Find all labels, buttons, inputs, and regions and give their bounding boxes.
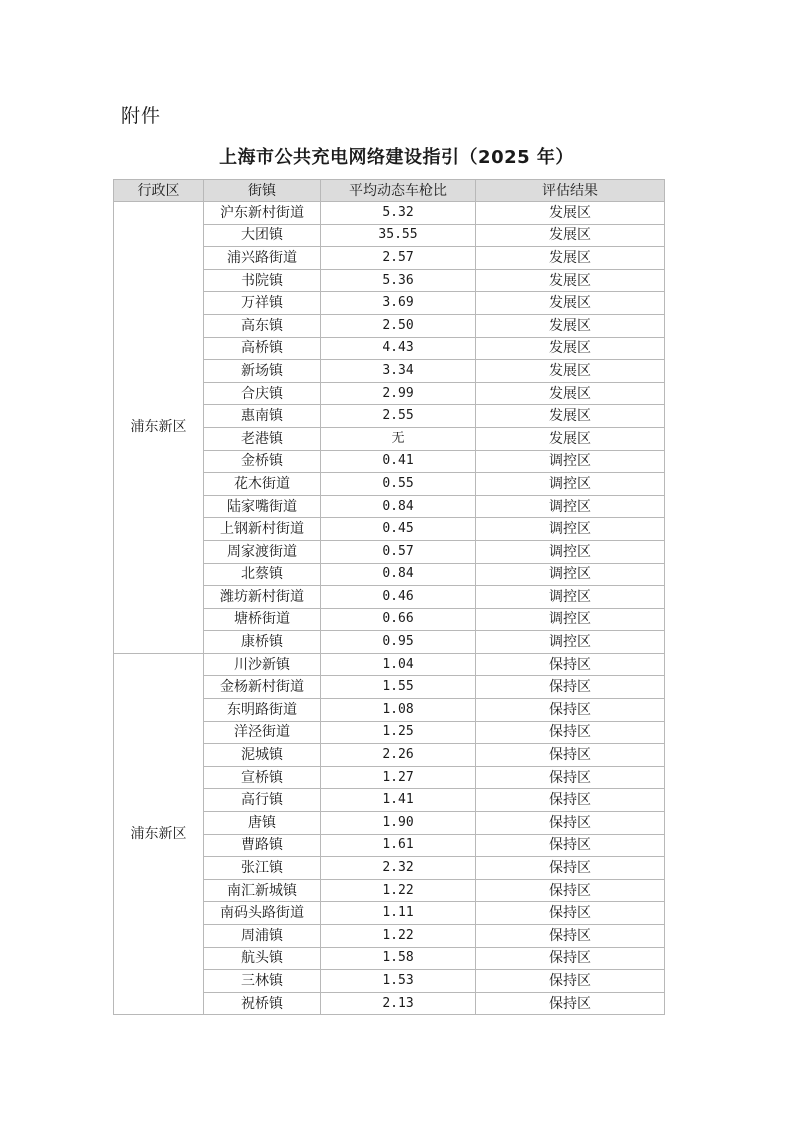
town-cell: 南汇新城镇 [204,879,321,902]
result-cell: 发展区 [476,314,665,337]
result-cell: 保持区 [476,834,665,857]
result-cell: 发展区 [476,292,665,315]
town-cell: 金杨新村街道 [204,676,321,699]
result-cell: 调控区 [476,473,665,496]
table-row [114,653,665,676]
ratio-cell: 5.32 [321,202,476,225]
town-cell: 陆家嘴街道 [204,495,321,518]
town-cell: 周浦镇 [204,925,321,948]
ratio-cell: 0.45 [321,518,476,541]
ratio-cell: 1.25 [321,721,476,744]
header-result: 评估结果 [476,180,665,202]
result-cell: 调控区 [476,586,665,609]
ratio-cell: 3.34 [321,360,476,383]
result-cell: 保持区 [476,676,665,699]
ratio-cell: 1.53 [321,970,476,993]
ratio-cell: 1.27 [321,766,476,789]
result-cell: 保持区 [476,699,665,722]
result-cell: 发展区 [476,202,665,225]
ratio-cell: 0.66 [321,608,476,631]
header-ratio: 平均动态车枪比 [321,180,476,202]
ratio-cell: 2.55 [321,405,476,428]
ratio-cell: 5.36 [321,269,476,292]
result-cell: 发展区 [476,224,665,247]
town-cell: 上钢新村街道 [204,518,321,541]
town-cell: 书院镇 [204,269,321,292]
town-cell: 北蔡镇 [204,563,321,586]
result-cell: 发展区 [476,382,665,405]
ratio-cell: 3.69 [321,292,476,315]
town-cell: 高行镇 [204,789,321,812]
result-cell: 保持区 [476,653,665,676]
result-cell: 保持区 [476,947,665,970]
header-town: 街镇 [204,180,321,202]
town-cell: 沪东新村街道 [204,202,321,225]
town-cell: 洋泾街道 [204,721,321,744]
ratio-cell: 1.22 [321,925,476,948]
town-cell: 老港镇 [204,427,321,450]
town-cell: 高桥镇 [204,337,321,360]
town-cell: 大团镇 [204,224,321,247]
result-cell: 发展区 [476,337,665,360]
ratio-cell: 1.04 [321,653,476,676]
town-cell: 航头镇 [204,947,321,970]
town-cell: 塘桥街道 [204,608,321,631]
table-header-row [114,180,665,202]
result-cell: 发展区 [476,269,665,292]
result-cell: 保持区 [476,992,665,1015]
ratio-cell: 0.57 [321,540,476,563]
attachment-label: 附件 [121,105,162,127]
ratio-cell: 0.84 [321,563,476,586]
ratio-cell: 1.90 [321,812,476,835]
town-cell: 金桥镇 [204,450,321,473]
ratio-cell: 1.22 [321,879,476,902]
town-cell: 花木街道 [204,473,321,496]
ratio-cell: 1.55 [321,676,476,699]
town-cell: 宣桥镇 [204,766,321,789]
ratio-cell: 2.32 [321,857,476,880]
town-cell: 高东镇 [204,314,321,337]
ratio-cell: 无 [321,427,476,450]
district-cell: 浦东新区 [114,202,204,654]
town-cell: 南码头路街道 [204,902,321,925]
ratio-cell: 1.61 [321,834,476,857]
town-cell: 曹路镇 [204,834,321,857]
result-cell: 调控区 [476,450,665,473]
town-cell: 浦兴路街道 [204,247,321,270]
ratio-cell: 2.99 [321,382,476,405]
result-cell: 保持区 [476,766,665,789]
result-cell: 调控区 [476,631,665,654]
town-cell: 唐镇 [204,812,321,835]
result-cell: 保持区 [476,902,665,925]
ratio-cell: 4.43 [321,337,476,360]
ratio-cell: 2.13 [321,992,476,1015]
ratio-cell: 2.57 [321,247,476,270]
ratio-cell: 35.55 [321,224,476,247]
ratio-cell: 0.41 [321,450,476,473]
result-cell: 保持区 [476,970,665,993]
table-body [114,202,665,1015]
result-cell: 调控区 [476,608,665,631]
header-district: 行政区 [114,180,204,202]
ratio-cell: 1.08 [321,699,476,722]
ratio-cell: 0.95 [321,631,476,654]
town-cell: 泥城镇 [204,744,321,767]
town-cell: 新场镇 [204,360,321,383]
town-cell: 万祥镇 [204,292,321,315]
result-cell: 调控区 [476,518,665,541]
result-cell: 保持区 [476,925,665,948]
ratio-cell: 1.41 [321,789,476,812]
ratio-cell: 1.58 [321,947,476,970]
table-row [114,202,665,225]
district-cell: 浦东新区 [114,653,204,1015]
result-cell: 保持区 [476,721,665,744]
result-cell: 保持区 [476,744,665,767]
charging-guide-table [113,179,665,1015]
result-cell: 调控区 [476,495,665,518]
town-cell: 三林镇 [204,970,321,993]
ratio-cell: 0.46 [321,586,476,609]
ratio-cell: 0.84 [321,495,476,518]
result-cell: 保持区 [476,812,665,835]
ratio-cell: 0.55 [321,473,476,496]
result-cell: 发展区 [476,247,665,270]
town-cell: 潍坊新村街道 [204,586,321,609]
town-cell: 东明路街道 [204,699,321,722]
result-cell: 发展区 [476,360,665,383]
result-cell: 保持区 [476,879,665,902]
town-cell: 张江镇 [204,857,321,880]
town-cell: 惠南镇 [204,405,321,428]
ratio-cell: 2.26 [321,744,476,767]
result-cell: 发展区 [476,427,665,450]
result-cell: 发展区 [476,405,665,428]
result-cell: 保持区 [476,789,665,812]
town-cell: 康桥镇 [204,631,321,654]
town-cell: 合庆镇 [204,382,321,405]
result-cell: 保持区 [476,857,665,880]
town-cell: 祝桥镇 [204,992,321,1015]
document-title: 上海市公共充电网络建设指引（2025 年） [219,147,574,168]
town-cell: 周家渡街道 [204,540,321,563]
result-cell: 调控区 [476,540,665,563]
town-cell: 川沙新镇 [204,653,321,676]
ratio-cell: 2.50 [321,314,476,337]
ratio-cell: 1.11 [321,902,476,925]
result-cell: 调控区 [476,563,665,586]
